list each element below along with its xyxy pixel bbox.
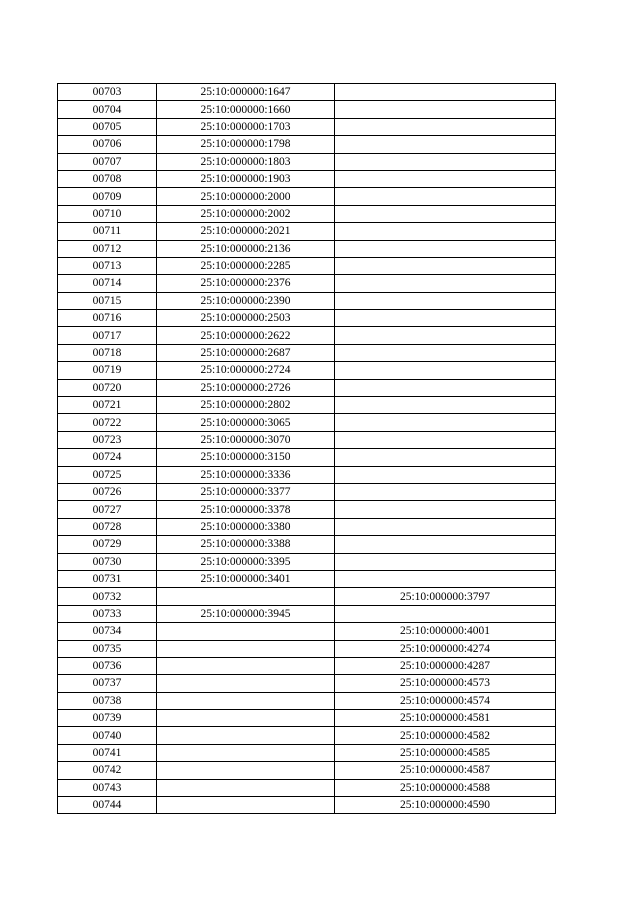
row-number-cell: 00705 <box>58 118 157 135</box>
cadastral-number-cell: 25:10:000000:3070 <box>157 431 335 448</box>
row-number-cell: 00731 <box>58 570 157 587</box>
table-row <box>58 118 556 135</box>
row-number-cell: 00733 <box>58 605 157 622</box>
cadastral-number-cell: 25:10:000000:1803 <box>157 153 335 170</box>
row-number-cell: 00739 <box>58 710 157 727</box>
cadastral-number-cell: 25:10:000000:2021 <box>157 223 335 240</box>
row-number-cell: 00718 <box>58 344 157 361</box>
cadastral-number-cell: 25:10:000000:1903 <box>157 170 335 187</box>
cadastral-number-cell <box>157 762 335 779</box>
cadastral-number-alt-cell <box>335 118 556 135</box>
row-number-cell: 00721 <box>58 397 157 414</box>
cadastral-number-alt-cell: 25:10:000000:4573 <box>335 675 556 692</box>
table-row <box>58 588 556 605</box>
table-row <box>58 379 556 396</box>
row-number-cell: 00740 <box>58 727 157 744</box>
row-number-cell: 00730 <box>58 553 157 570</box>
cadastral-number-alt-cell <box>335 240 556 257</box>
cadastral-number-alt-cell <box>335 397 556 414</box>
row-number-cell: 00714 <box>58 275 157 292</box>
cadastral-number-cell: 25:10:000000:2802 <box>157 397 335 414</box>
cadastral-number-cell <box>157 623 335 640</box>
row-number-cell: 00713 <box>58 257 157 274</box>
cadastral-number-alt-cell <box>335 362 556 379</box>
row-number-cell: 00708 <box>58 170 157 187</box>
cadastral-number-cell: 25:10:000000:2285 <box>157 257 335 274</box>
row-number-cell: 00735 <box>58 640 157 657</box>
row-number-cell: 00703 <box>58 84 157 101</box>
row-number-cell: 00720 <box>58 379 157 396</box>
cadastral-number-alt-cell: 25:10:000000:4574 <box>335 692 556 709</box>
table-row <box>58 570 556 587</box>
cadastral-number-cell: 25:10:000000:3380 <box>157 518 335 535</box>
row-number-cell: 00707 <box>58 153 157 170</box>
table-row <box>58 466 556 483</box>
row-number-cell: 00716 <box>58 310 157 327</box>
cadastral-number-cell: 25:10:000000:3388 <box>157 536 335 553</box>
cadastral-number-cell: 25:10:000000:2687 <box>157 344 335 361</box>
row-number-cell: 00736 <box>58 657 157 674</box>
row-number-cell: 00710 <box>58 205 157 222</box>
row-number-cell: 00744 <box>58 797 157 814</box>
table-row <box>58 640 556 657</box>
row-number-cell: 00715 <box>58 292 157 309</box>
table-row <box>58 692 556 709</box>
cadastral-number-alt-cell <box>335 449 556 466</box>
row-number-cell: 00737 <box>58 675 157 692</box>
row-number-cell: 00726 <box>58 483 157 500</box>
cadastral-number-alt-cell: 25:10:000000:4590 <box>335 797 556 814</box>
table-row <box>58 536 556 553</box>
cadastral-number-alt-cell <box>335 501 556 518</box>
row-number-cell: 00709 <box>58 188 157 205</box>
table-row <box>58 240 556 257</box>
cadastral-number-alt-cell: 25:10:000000:4581 <box>335 710 556 727</box>
cadastral-number-alt-cell <box>335 275 556 292</box>
table-row <box>58 779 556 796</box>
cadastral-number-cell: 25:10:000000:1647 <box>157 84 335 101</box>
table-row <box>58 205 556 222</box>
cadastral-number-alt-cell <box>335 223 556 240</box>
cadastral-number-cell: 25:10:000000:1798 <box>157 136 335 153</box>
cadastral-number-alt-cell: 25:10:000000:4287 <box>335 657 556 674</box>
cadastral-number-alt-cell <box>335 84 556 101</box>
cadastral-number-alt-cell <box>335 536 556 553</box>
table-row <box>58 223 556 240</box>
row-number-cell: 00727 <box>58 501 157 518</box>
table-row <box>58 605 556 622</box>
table-row <box>58 101 556 118</box>
table-row <box>58 449 556 466</box>
row-number-cell: 00741 <box>58 744 157 761</box>
cadastral-number-alt-cell: 25:10:000000:4274 <box>335 640 556 657</box>
cadastral-number-cell <box>157 710 335 727</box>
table-row <box>58 257 556 274</box>
cadastral-number-alt-cell <box>335 570 556 587</box>
table-row <box>58 292 556 309</box>
data-table <box>57 83 556 814</box>
table-row <box>58 483 556 500</box>
cadastral-number-cell: 25:10:000000:2503 <box>157 310 335 327</box>
cadastral-number-cell <box>157 779 335 796</box>
cadastral-number-cell: 25:10:000000:2002 <box>157 205 335 222</box>
cadastral-number-alt-cell <box>335 466 556 483</box>
table-row <box>58 136 556 153</box>
table-row <box>58 657 556 674</box>
cadastral-number-cell: 25:10:000000:1660 <box>157 101 335 118</box>
row-number-cell: 00722 <box>58 414 157 431</box>
cadastral-number-cell: 25:10:000000:3150 <box>157 449 335 466</box>
cadastral-number-cell <box>157 640 335 657</box>
row-number-cell: 00732 <box>58 588 157 605</box>
cadastral-number-cell: 25:10:000000:3395 <box>157 553 335 570</box>
table-row <box>58 744 556 761</box>
cadastral-number-cell: 25:10:000000:2726 <box>157 379 335 396</box>
cadastral-number-alt-cell <box>335 153 556 170</box>
cadastral-number-cell: 25:10:000000:3378 <box>157 501 335 518</box>
cadastral-number-alt-cell <box>335 292 556 309</box>
row-number-cell: 00712 <box>58 240 157 257</box>
cadastral-number-cell: 25:10:000000:3065 <box>157 414 335 431</box>
cadastral-number-alt-cell <box>335 518 556 535</box>
table-row <box>58 170 556 187</box>
cadastral-number-alt-cell <box>335 414 556 431</box>
row-number-cell: 00717 <box>58 327 157 344</box>
cadastral-number-alt-cell <box>335 257 556 274</box>
cadastral-number-alt-cell <box>335 605 556 622</box>
row-number-cell: 00742 <box>58 762 157 779</box>
cadastral-number-cell: 25:10:000000:2622 <box>157 327 335 344</box>
row-number-cell: 00743 <box>58 779 157 796</box>
cadastral-number-alt-cell <box>335 170 556 187</box>
row-number-cell: 00728 <box>58 518 157 535</box>
cadastral-number-alt-cell <box>335 188 556 205</box>
cadastral-number-cell: 25:10:000000:3401 <box>157 570 335 587</box>
cadastral-number-cell: 25:10:000000:3336 <box>157 466 335 483</box>
cadastral-number-alt-cell: 25:10:000000:4001 <box>335 623 556 640</box>
row-number-cell: 00729 <box>58 536 157 553</box>
table-row <box>58 518 556 535</box>
cadastral-number-cell <box>157 588 335 605</box>
cadastral-number-alt-cell: 25:10:000000:4587 <box>335 762 556 779</box>
table-row <box>58 362 556 379</box>
cadastral-number-cell <box>157 797 335 814</box>
table-row <box>58 762 556 779</box>
cadastral-number-alt-cell <box>335 327 556 344</box>
row-number-cell: 00711 <box>58 223 157 240</box>
table-row <box>58 414 556 431</box>
table-row <box>58 344 556 361</box>
cadastral-number-alt-cell: 25:10:000000:4588 <box>335 779 556 796</box>
row-number-cell: 00719 <box>58 362 157 379</box>
cadastral-number-alt-cell <box>335 431 556 448</box>
cadastral-number-cell: 25:10:000000:2724 <box>157 362 335 379</box>
cadastral-number-cell: 25:10:000000:2136 <box>157 240 335 257</box>
table-row <box>58 727 556 744</box>
table-row <box>58 710 556 727</box>
cadastral-number-cell: 25:10:000000:1703 <box>157 118 335 135</box>
row-number-cell: 00723 <box>58 431 157 448</box>
cadastral-number-cell <box>157 744 335 761</box>
row-number-cell: 00725 <box>58 466 157 483</box>
cadastral-number-alt-cell: 25:10:000000:4582 <box>335 727 556 744</box>
cadastral-number-alt-cell <box>335 205 556 222</box>
cadastral-number-alt-cell <box>335 379 556 396</box>
cadastral-number-cell: 25:10:000000:3945 <box>157 605 335 622</box>
table-row <box>58 797 556 814</box>
cadastral-number-cell: 25:10:000000:2390 <box>157 292 335 309</box>
table-row <box>58 327 556 344</box>
cadastral-number-alt-cell <box>335 483 556 500</box>
table-row <box>58 553 556 570</box>
table-row <box>58 188 556 205</box>
row-number-cell: 00704 <box>58 101 157 118</box>
table-row <box>58 501 556 518</box>
cadastral-number-alt-cell <box>335 310 556 327</box>
cadastral-number-alt-cell: 25:10:000000:4585 <box>335 744 556 761</box>
cadastral-number-cell: 25:10:000000:2000 <box>157 188 335 205</box>
cadastral-number-cell: 25:10:000000:3377 <box>157 483 335 500</box>
cadastral-number-cell <box>157 657 335 674</box>
table-row <box>58 397 556 414</box>
table-row <box>58 431 556 448</box>
cadastral-number-alt-cell <box>335 136 556 153</box>
cadastral-number-alt-cell <box>335 553 556 570</box>
cadastral-number-cell <box>157 692 335 709</box>
cadastral-number-cell <box>157 727 335 744</box>
table-row <box>58 153 556 170</box>
table-body <box>58 84 556 814</box>
table-row <box>58 84 556 101</box>
cadastral-number-cell: 25:10:000000:2376 <box>157 275 335 292</box>
row-number-cell: 00734 <box>58 623 157 640</box>
cadastral-number-alt-cell: 25:10:000000:3797 <box>335 588 556 605</box>
row-number-cell: 00738 <box>58 692 157 709</box>
table-row <box>58 675 556 692</box>
cadastral-number-alt-cell <box>335 101 556 118</box>
cadastral-number-alt-cell <box>335 344 556 361</box>
row-number-cell: 00706 <box>58 136 157 153</box>
table-row <box>58 310 556 327</box>
cadastral-number-cell <box>157 675 335 692</box>
table-row <box>58 623 556 640</box>
row-number-cell: 00724 <box>58 449 157 466</box>
table-row <box>58 275 556 292</box>
